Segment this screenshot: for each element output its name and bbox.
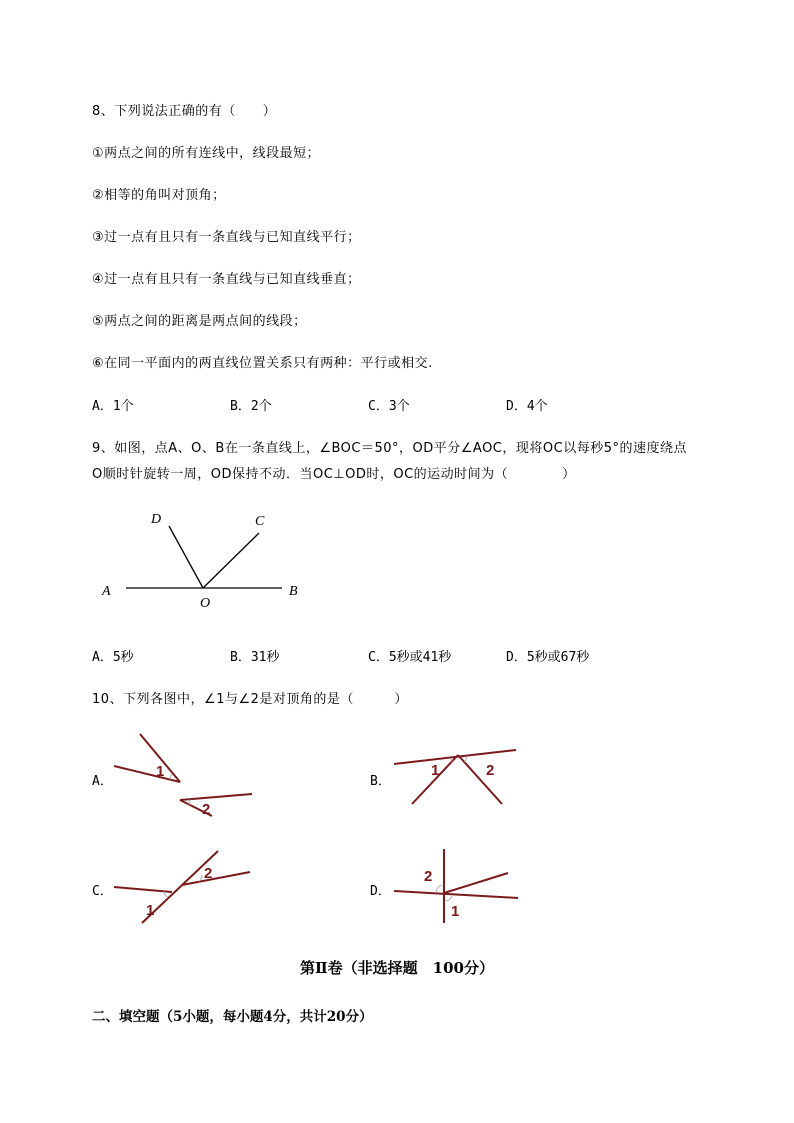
q10c-angle-1: 1 xyxy=(146,902,155,919)
label-d: D xyxy=(151,512,162,527)
q10b-angle-2: 2 xyxy=(486,762,495,779)
q8-option-b: B．2个 xyxy=(230,399,272,414)
q8-statement-3: ③过一点有且只有一条直线与已知直线平行； xyxy=(92,230,361,245)
q10-stem: 10、下列各图中，∠1与∠2是对顶角的是（ ） xyxy=(92,692,408,707)
q8-statement-6: ⑥在同一平面内的两直线位置关系只有两种：平行或相交. xyxy=(92,356,433,371)
ray-od xyxy=(169,526,203,588)
q10d-angle-2: 2 xyxy=(424,868,433,885)
q9-option-b: B．31秒 xyxy=(230,650,280,665)
ray-oc xyxy=(203,533,259,588)
q8-statement-4: ④过一点有且只有一条直线与已知直线垂直； xyxy=(92,272,361,287)
q8-statement-2: ②相等的角叫对顶角； xyxy=(92,188,226,203)
q9-stem-line1: 9、如图，点A、O、B在一条直线上，∠BOC＝50°，OD平分∠AOC，现将OC以每秒5°的速度绕点 xyxy=(92,441,687,456)
q8-statement-1: ①两点之间的所有连线中，线段最短； xyxy=(92,146,321,161)
q10-option-b: B． xyxy=(370,774,391,789)
q10a-angle-1: 1 xyxy=(156,763,165,780)
q9-option-c: C．5秒或41秒 xyxy=(368,650,452,665)
q10b-angle-1: 1 xyxy=(431,762,440,779)
q10-figure-c xyxy=(110,845,270,925)
q10-option-a: A． xyxy=(92,774,113,789)
q8-option-a: A．1个 xyxy=(92,399,134,414)
q10-figure-d xyxy=(390,845,525,925)
part2-section-heading: 二、填空题（5小题，每小题4分，共计20分） xyxy=(92,1009,373,1025)
part2-title: 第Ⅱ卷（非选择题 100分） xyxy=(300,959,494,977)
label-c: C xyxy=(255,514,265,529)
q9-figure xyxy=(90,505,320,615)
label-b: B xyxy=(289,584,298,599)
q10-figure-a xyxy=(110,730,260,825)
q10c-angle-2: 2 xyxy=(204,865,213,882)
q9-option-a: A．5秒 xyxy=(92,650,134,665)
label-a: A xyxy=(102,584,111,599)
q10-figure-b xyxy=(390,740,520,810)
q8-option-d: D．4个 xyxy=(506,399,548,414)
q9-stem-line2: O顺时针旋转一周，OD保持不动．当OC⊥OD时，OC的运动时间为（ ） xyxy=(92,467,576,482)
q9-option-d: D．5秒或67秒 xyxy=(506,650,590,665)
q8-option-c: C．3个 xyxy=(368,399,410,414)
q10-option-c: C． xyxy=(92,884,113,899)
q8-stem: 8、下列说法正确的有（ ） xyxy=(92,104,277,119)
q10-option-d: D． xyxy=(370,884,391,899)
q10d-angle-1: 1 xyxy=(451,903,460,920)
q10a-angle-2: 2 xyxy=(202,801,211,818)
q8-statement-5: ⑤两点之间的距离是两点间的线段； xyxy=(92,314,307,329)
label-o: O xyxy=(200,596,211,611)
